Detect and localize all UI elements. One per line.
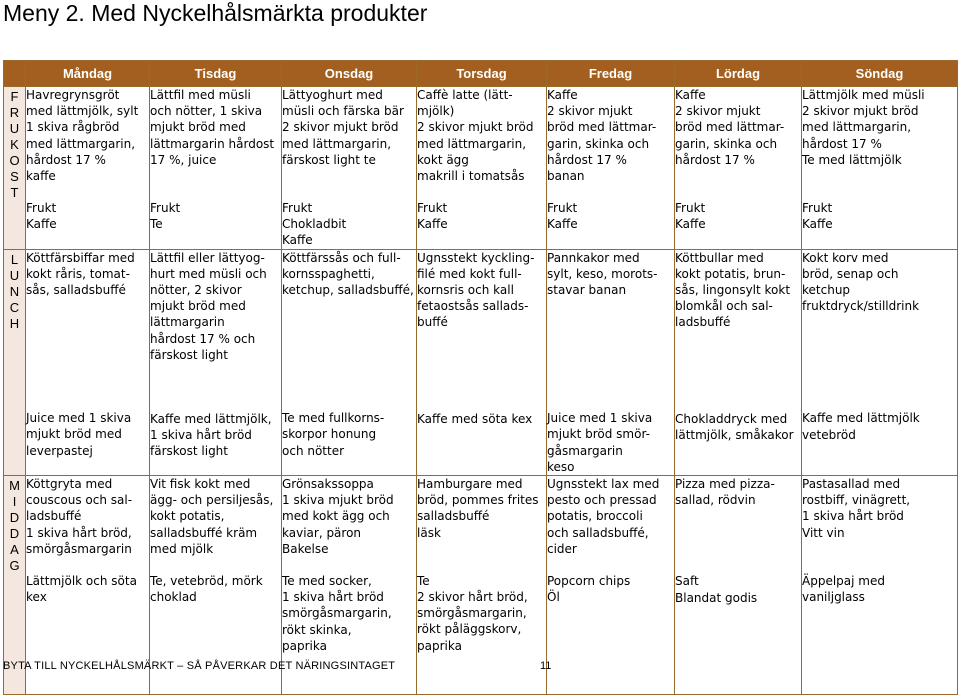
meal-cell: [282, 249, 417, 475]
block-gap: [282, 298, 416, 410]
snack-text: Frukt Kaffe: [675, 201, 706, 232]
section-label-letter: L: [10, 251, 19, 267]
section-label-letter: O: [9, 153, 20, 168]
main-meal-text: Kaffe 2 skivor mjukt bröd med lättmar- garin, skinka och hårdost 17 % banan: [547, 88, 657, 184]
day-header: Måndag: [26, 61, 150, 87]
main-meal-text: Lättmjölk med müsli 2 skivor mjukt bröd med lättmargarin, hårdost 17 % Te med lättmjölk: [802, 88, 925, 167]
day-header-row: [4, 61, 958, 87]
block-gap: [802, 314, 957, 410]
main-meal-text: Kokt korv med bröd, senap och ketchup fruktdryck/stilldrink: [802, 250, 920, 314]
section-label-letter: H: [9, 315, 20, 331]
meal-cell: [547, 249, 675, 475]
section-label-letter: G: [9, 558, 20, 574]
snack-text: Popcorn chips Öl: [547, 574, 631, 605]
section-label-letter: T: [10, 185, 19, 200]
day-header: Fredag: [547, 61, 675, 87]
day-header: Söndag: [802, 61, 958, 87]
day-header: Lördag: [675, 61, 802, 87]
block-gap: [417, 541, 546, 573]
main-meal-text: Hamburgare med bröd, pommes frites salladsbuffé läsk: [417, 477, 539, 540]
block-gap: [282, 557, 416, 573]
breakfast-row: [4, 87, 958, 250]
section-label-letter: C: [9, 299, 20, 315]
section-label-letter: A: [10, 542, 19, 558]
block-gap: [675, 508, 801, 573]
page-title: Meny 2. Med Nyckelhålsmärkta produkter: [3, 0, 428, 26]
section-label-letter: R: [9, 105, 20, 120]
snack-text: Juice med 1 skiva mjukt bröd med leverpastej: [26, 411, 132, 458]
block-gap: [547, 298, 674, 410]
block-gap: [802, 541, 957, 573]
block-gap: [547, 184, 674, 200]
main-meal-text: Ugnsstekt lax med pesto och pressad potatis, broccoli och salladsbuffé, cider: [547, 477, 660, 556]
main-meal-text: Lättfil eller lättyog- hurt med müsli och nötter, 2 skivor mjukt bröd med lättmargarin hårdost 17 % och färskost light: [150, 250, 267, 362]
meal-cell: [417, 87, 547, 250]
section-label-letter: M: [9, 478, 20, 494]
block-gap: [150, 557, 281, 573]
lunch-row: [4, 249, 958, 475]
section-label-letter: U: [9, 121, 20, 136]
meal-cell: [26, 249, 150, 475]
meal-cell: [675, 87, 802, 250]
snack-text: Äppelpaj med vaniljglass: [802, 573, 885, 605]
block-gap: [282, 168, 416, 200]
meal-cell: [802, 476, 958, 695]
meal-cell: [547, 476, 675, 695]
snack-text: Te 2 skivor hårt bröd, smörgåsmargarin, rökt påläggskorv, paprika: [417, 573, 528, 653]
main-meal-text: Grönsakssoppa 1 skiva mjukt bröd med kokt ägg och kaviar, päron Bakelse: [282, 477, 394, 556]
page-number: 11: [540, 660, 552, 672]
menu-table: [3, 60, 958, 695]
main-meal-text: Ugnsstekt kyckling- filé med kokt full- kornsris och kall fetaostsås sallads- buffé: [417, 250, 535, 330]
snack-text: Frukt Kaffe: [417, 201, 448, 232]
snack-text: Frukt Kaffe: [547, 201, 578, 232]
section-label-letter: N: [9, 283, 20, 299]
snack-text: Frukt Te: [150, 201, 181, 232]
snack-text: Saft Blandat godis: [675, 574, 758, 605]
snack-text: Chokladdryck med lättmjölk, småkakor: [675, 411, 794, 442]
block-gap: [675, 331, 801, 411]
main-meal-text: Köttgryta med couscous och sal- ladsbuffé 1 skiva hårt bröd, smörgåsmargarin: [26, 477, 133, 556]
snack-text: Te, vetebröd, mörk choklad: [150, 574, 263, 605]
meal-cell: [675, 249, 802, 475]
header-corner: [4, 61, 26, 87]
main-meal-text: Kaffe 2 skivor mjukt bröd med lättmar- garin, skinka och hårdost 17 %: [675, 88, 785, 167]
day-header: Torsdag: [417, 61, 547, 87]
section-label-letter: D: [9, 526, 20, 542]
meal-cell: [802, 87, 958, 250]
main-meal-text: Pastasallad med rostbiff, vinägrett, 1 skiva hårt bröd Vitt vin: [802, 477, 911, 540]
main-meal-text: Köttfärsbiffar med kokt råris, tomat- sås, salladsbuffé: [26, 250, 135, 298]
main-meal-text: Pizza med pizza- sallad, rödvin: [675, 477, 775, 508]
block-gap: [547, 557, 674, 573]
snack-text: Kaffe med lättmjölk, 1 skiva hårt bröd färskost light: [150, 412, 272, 459]
block-gap: [26, 298, 149, 410]
day-header: Tisdag: [150, 61, 282, 87]
meal-cell: [675, 476, 802, 695]
main-meal-text: Lättfil med müsli och nötter, 1 skiva mjukt bröd med lättmargarin hårdost 17 %, juice: [150, 88, 275, 167]
meal-cell: [802, 249, 958, 475]
section-label-letter: I: [12, 494, 17, 510]
block-gap: [417, 184, 546, 200]
section-label-letter: D: [9, 510, 20, 526]
block-gap: [26, 184, 149, 200]
main-meal-text: Vit fisk kokt med ägg- och persiljesås, kokt potatis, salladsbuffé kräm med mjölk: [150, 477, 274, 556]
block-gap: [417, 331, 546, 411]
main-meal-text: Caffè latte (lätt- mjölk) 2 skivor mjukt bröd med lättmargarin, kokt ägg makrill i tomatsås: [417, 88, 534, 184]
meal-cell: [417, 249, 547, 475]
section-label-letter: F: [10, 89, 19, 104]
main-meal-text: Lättyoghurt med müsli och färska bär 2 skivor mjukt bröd med lättmargarin, färskost light te: [282, 88, 404, 167]
meal-cell: [150, 249, 282, 475]
section-label-letter: U: [9, 267, 20, 283]
main-meal-text: Köttfärssås och full- kornsspaghetti, ketchup, salladsbuffé,: [282, 250, 414, 298]
block-gap: [150, 363, 281, 411]
main-meal-text: Köttbullar med kokt potatis, brun- sås, lingonsylt kokt blomkål och sal- ladsbuffé: [675, 250, 791, 330]
meal-cell: [547, 87, 675, 250]
snack-text: Te med socker, 1 skiva hårt bröd smörgåsmargarin, rökt skinka, paprika: [282, 574, 392, 653]
meal-cell: [417, 476, 547, 695]
snack-text: Juice med 1 skiva mjukt bröd smör- gåsmargarin keso: [547, 411, 653, 474]
block-gap: [675, 168, 801, 200]
block-gap: [802, 168, 957, 200]
snack-text: Lättmjölk och söta kex: [26, 574, 137, 605]
snack-text: Frukt Chokladbit Kaffe: [282, 201, 347, 248]
block-gap: [150, 168, 281, 200]
meal-cell: [150, 87, 282, 250]
lunch-label: [4, 249, 26, 475]
snack-text: Frukt Kaffe: [802, 201, 833, 232]
snack-text: Frukt Kaffe: [26, 201, 57, 232]
section-label-letter: K: [10, 137, 19, 152]
snack-text: Kaffe med söta kex: [417, 411, 533, 426]
main-meal-text: Havregrynsgröt med lättmjölk, sylt 1 skiva rågbröd med lättmargarin, hårdost 17 % kaffe: [26, 88, 139, 184]
day-header: Onsdag: [282, 61, 417, 87]
breakfast-label: [4, 87, 26, 250]
meal-cell: [282, 87, 417, 250]
meal-cell: [26, 87, 150, 250]
footer-text: BYTA TILL NYCKELHÅLSMÄRKT – SÅ PÅVERKAR DET NÄRINGSINTAGET: [3, 660, 396, 672]
section-label-letter: S: [10, 169, 19, 184]
block-gap: [26, 557, 149, 573]
snack-text: Kaffe med lättmjölk vetebröd: [802, 411, 920, 442]
snack-text: Te med fullkorns- skorpor honung och nötter: [282, 411, 385, 458]
main-meal-text: Pannkakor med sylt, keso, morots- stavar banan: [547, 250, 658, 298]
